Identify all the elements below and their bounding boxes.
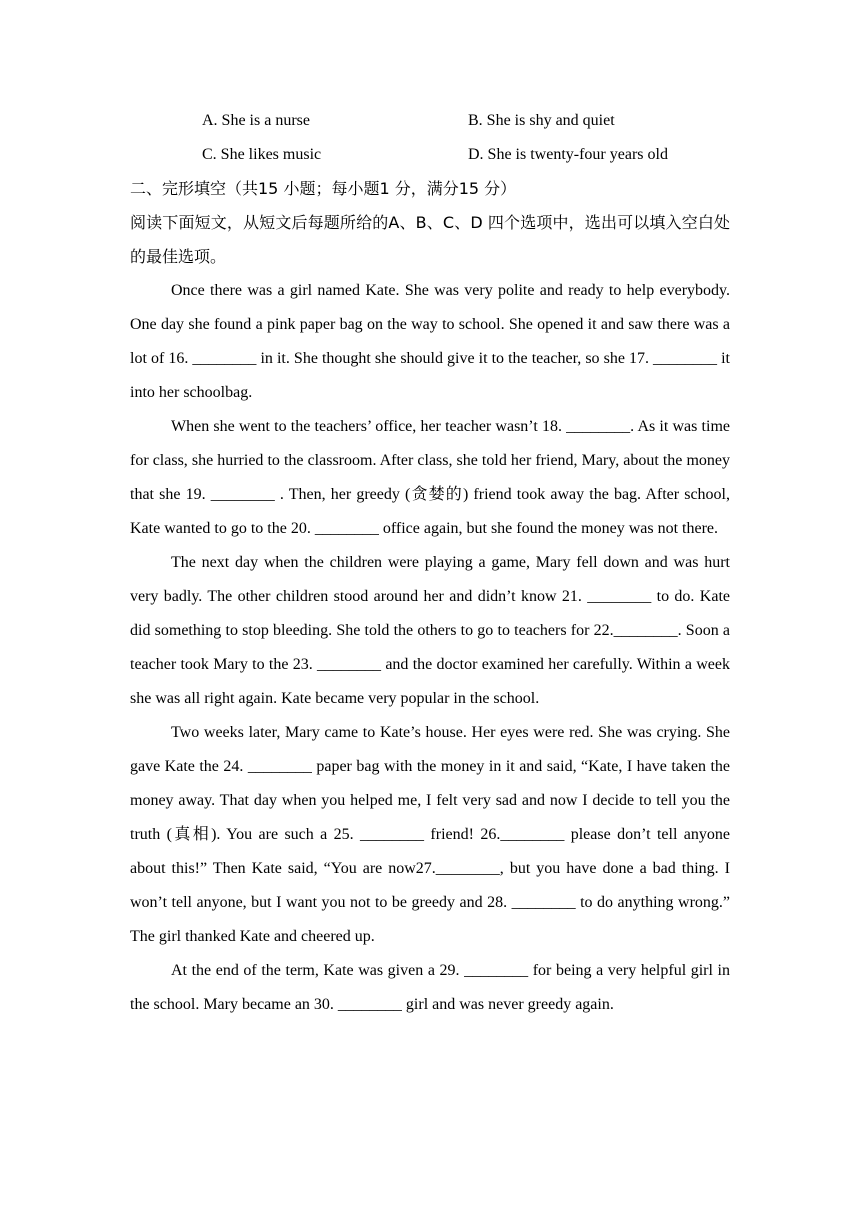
passage-paragraph: The next day when the children were playing a game, Mary fell down and was hurt very badly. The other children stood around her and didn’t know 21. ________ to do. Kate did something to stop bleeding. She told the others to go to teachers for 22.________. Soon a teacher took Mary to the 23. ________ and the doctor examined her carefully. Within a week she was all right again. Kate became very popular in the school.: [130, 554, 730, 707]
option-a: A. She is a nurse: [202, 112, 310, 129]
option-b: B. She is shy and quiet: [468, 112, 615, 129]
option-c: C. She likes music: [202, 146, 322, 163]
passage-paragraph: Two weeks later, Mary came to Kate’s house. Her eyes were red. She was crying. She gave Kate the 24. ________ paper bag with the money in it and said, “Kate, I have taken the money away. That day when you helped me, I felt very sad and now I decide to tell you the truth (真相). You are such a 25. ________ friend! 26.________ please don’t tell anyone about this!” Then Kate said, “You are now27.________, but you have done a bad thing. I won’t tell anyone, but I want you not to be greedy and 28. ________ to do anything wrong.” The girl thanked Kate and cheered up.: [130, 724, 730, 945]
options-row-1: [130, 104, 730, 138]
passage-paragraph: Once there was a girl named Kate. She was very polite and ready to help everybody. One day she found a pink paper bag on the way to school. She opened it and saw there was a lot of 16. ________ in it. She thought she should give it to the teacher, so she 17. ________ it into her schoolbag.: [130, 282, 730, 401]
passage-paragraph: When she went to the teachers’ office, her teacher wasn’t 18. ________. As it was time for class, she hurried to the classroom. After class, she told her friend, Mary, about the money that she 19. ________ . Then, her greedy (贪婪的) friend took away the bag. After school, Kate wanted to go to the 20. ________ office again, but she found the money was not there.: [130, 418, 730, 537]
passage-paragraph: At the end of the term, Kate was given a 29. ________ for being a very helpful girl in the school. Mary became an 30. ________ girl and was never greedy again.: [130, 962, 730, 1013]
document-page: [130, 104, 730, 1022]
options-row-2: [130, 138, 730, 172]
option-d: D. She is twenty-four years old: [468, 146, 668, 163]
section-title: 二、完形填空（共15 小题；每小题1 分，满分15 分）: [130, 179, 517, 198]
section-instruction: 阅读下面短文，从短文后每题所给的A、B、C、D 四个选项中，选出可以填入空白处的最佳选项。: [130, 213, 730, 266]
